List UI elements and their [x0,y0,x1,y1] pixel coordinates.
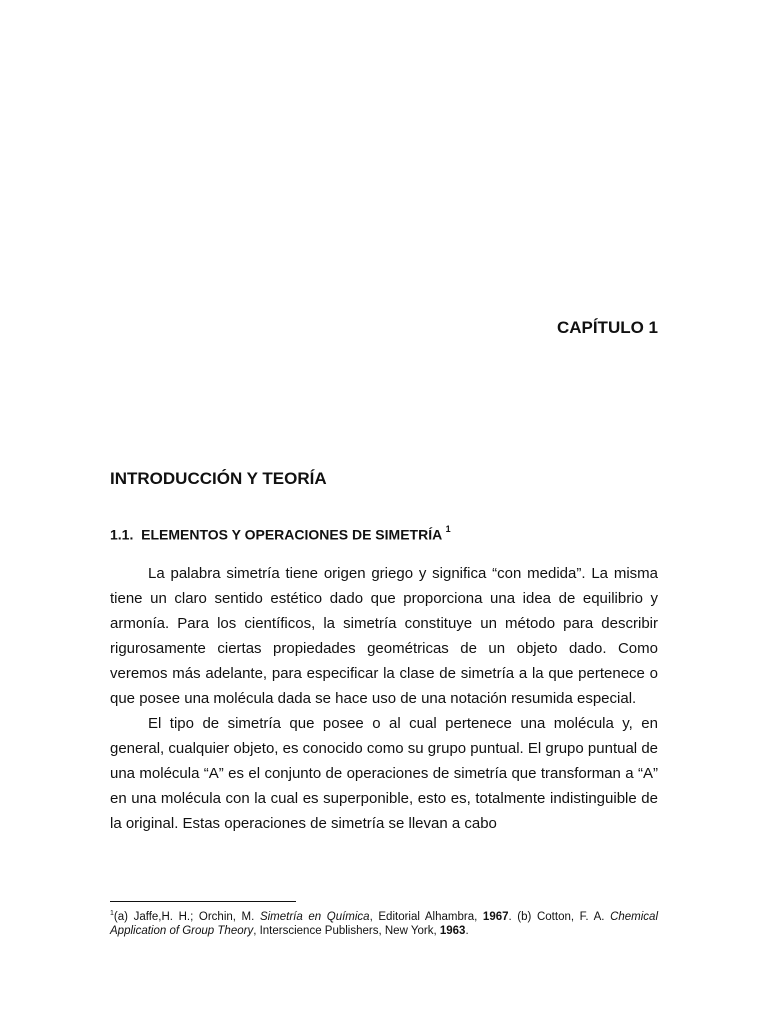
body-text [110,561,658,836]
footnote-part-b-publisher: , Interscience Publishers, New York, [253,924,437,937]
footnote-part-b-year: 1963 [439,924,466,937]
chapter-heading: CAPÍTULO 1 [556,318,658,337]
paragraph: El tipo de simetría que posee o al cual pertenece una molécula y, en general, cualquier objeto, es conocido como su grupo puntual. El grupo puntual de una molécula “A” es el conjunto de operaciones de simetría que transforman a “A” en una molécula con la cual es superponible, esto es, totalmente indistinguible de la original. Estas operaciones de simetría se llevan a cabo [110,715,658,832]
footnote-divider [110,901,296,902]
footnote-part-a-publisher: , Editorial Alhambra, [369,910,478,923]
section-number: 1.1. [110,526,134,543]
footnote-part-a-label: (a) [113,910,128,923]
section-heading [110,526,451,543]
footnote-marker: 1 [110,910,114,917]
footnote-reference[interactable]: 1 [445,524,451,534]
chapter-title: INTRODUCCIÓN Y TEORÍA [110,469,327,488]
footnote [110,907,658,938]
footnote-part-b-label: . (b) [508,910,532,923]
footnote-part-a-year: 1967 [482,910,509,923]
footnote-part-b-authors: Cotton, F. A. [536,910,605,923]
footnote-part-a-book: Simetría en Química [259,910,370,923]
footnote-end: . [465,924,469,937]
footnote-part-b-book: Chemical Application of Group Theory [110,910,658,937]
paragraph: La palabra simetría tiene origen griego y significa “con medida”. La misma tiene un claro sentido estético dado que proporciona una idea de equilibrio y armonía. Para los científicos, la simetría constituye un método para describir rigurosamente ciertas propiedades geométricas de un objeto dado. Como veremos más adelante, para especificar la clase de simetría a la que pertenece o que posee una molécula dada se hace uso de una notación resumida especial. [110,565,658,707]
footnote-part-a-authors: Jaffe,H. H.; Orchin, M. [133,910,255,923]
section-title: ELEMENTOS Y OPERACIONES DE SIMETRÍA [141,526,442,543]
